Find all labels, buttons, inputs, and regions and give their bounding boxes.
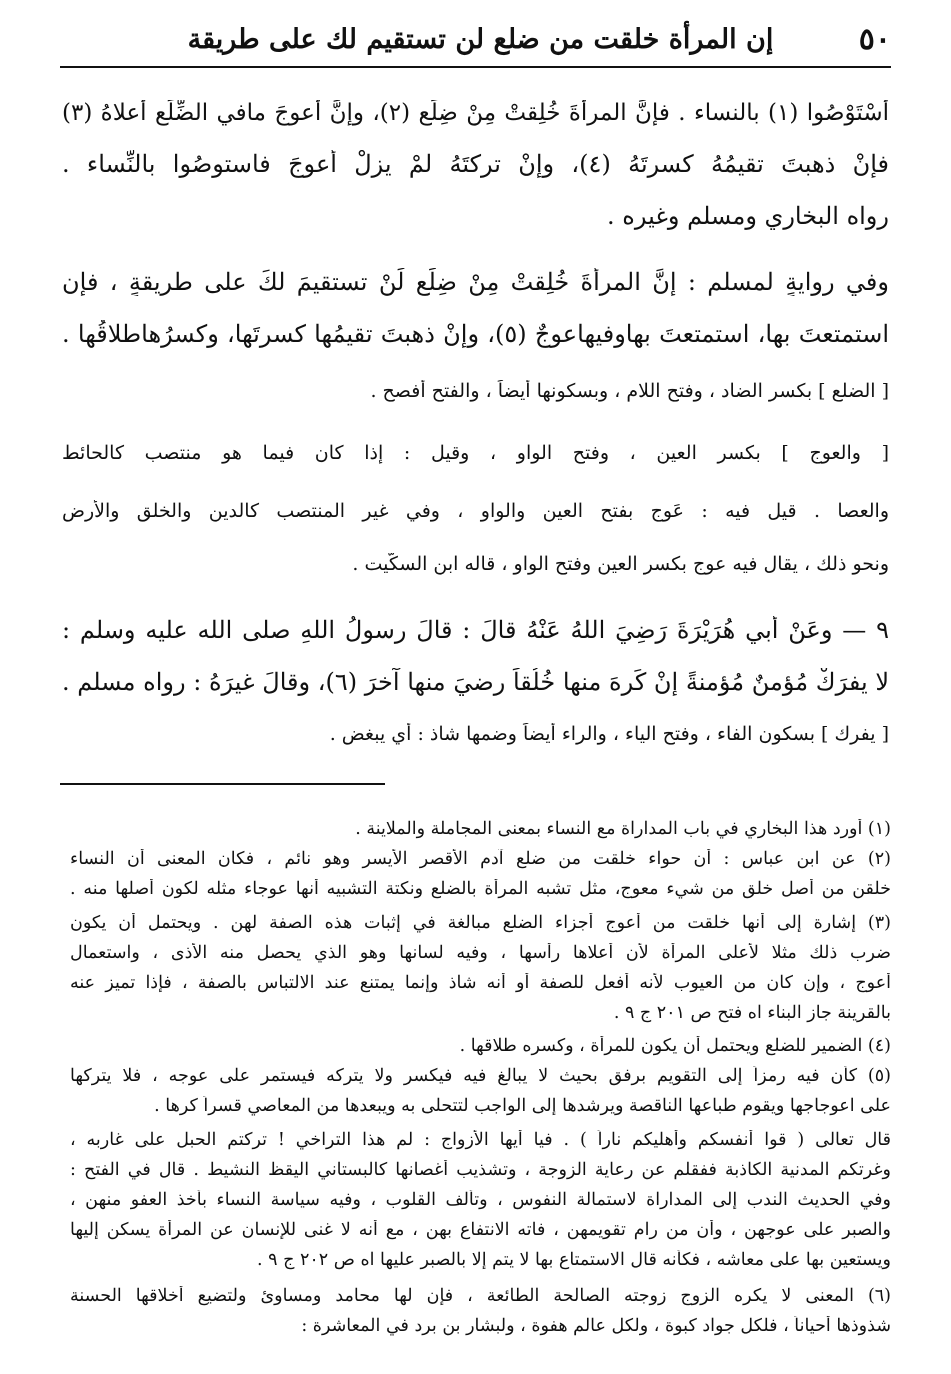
hadith-number-line: ٩ — وعَنْ أبي هُرَيْرَةَ رَضِيَ اللهُ عَنْهُ قالَ : قالَ رسولُ اللهِ صلى الله عليه وسلم :	[62, 616, 889, 644]
footnote-line: خلقن من أصل خلق من شيء معوج، مثل تشبه المرأة بالضلع ونكتة التشبيه أنها عوجاء مثله لكون أصلها منه .	[70, 879, 891, 899]
footnote-line: (٤) الضمير للضلع ويحتمل أن يكون للمرأة ، وكسره طلاقها .	[459, 1036, 891, 1056]
footnote-line: وغرتكم المدنية الكاذبة ففقلم عن رعاية الزوجة ، وتشذيب أغصانها كالبستاني اليقظ النشيط . قال في الفتح :	[70, 1160, 891, 1180]
page-number: ٥٠	[858, 22, 891, 57]
page-header	[60, 22, 891, 62]
body-line: [ الضلع ] بكسر الضاد ، وفتح اللام ، وبسكونها أيضاً ، والفتح أفصح .	[370, 380, 889, 402]
footnote-line: أعوج ، وإن كان من العيوب لأنه أفعل للصفة أو أنه شاذ وإنما يمتنع عند الالتباس بالصفة ، فإذا تميز عنه	[70, 973, 891, 993]
header-rule	[60, 66, 891, 68]
body-line: أَسْتَوْصُوا (١) بالنساء . فإنَّ المرأةَ خُلِقتْ مِنْ ضِلَعٍ (٢)، وإنَّ أعوجَ مافي الضِّلَعِ أعلاهُ (٣)	[62, 100, 889, 126]
footnote-line: ويستعين بها على معاشه ، فكأنه قال الاستمتاع بها لا يتم إلا بالصبر عليها اه ص ٢٠٢ ج ٩ .	[257, 1250, 891, 1270]
footnote-line: على اعوجاجها ويقوم طباعها الناقصة ويرشدها إلى الواجب لتتحلى به ويبعدها من المعاصي قسراً كرها .	[154, 1096, 891, 1116]
footnote-line: (١) أورد هذا البخاري في باب المداراة مع النساء بمعنى المجاملة والملاينة .	[355, 819, 891, 839]
running-title: إن المرأة خلقت من ضلع لن تستقيم لك على طريقة	[187, 24, 774, 55]
body-line: والعصا . قيل فيه : عَوج بفتح العين والواو ، وفي غير المنتصب كالدين والخلق والأرض	[62, 500, 889, 522]
body-line: [ والعوج ] بكسر العين ، وفتح الواو ، وقيل : إذا كان فيما هو منتصب كالحائط	[62, 442, 889, 464]
body-line: استمتعتَ بها، استمتعتَ بهاوفيهاعوجٌ (٥)، وإنْ ذهبتَ تقيمُها كسرتَها، وكسرُهاطلاقُها .	[62, 320, 889, 348]
footnote-line: قال تعالى ( قوا أنفسكم وأهليكم ناراً ) . فيا أيها الأزواج : لم هذا التراخي ! تركتم الحبل على غاربه ،	[70, 1130, 891, 1150]
footnote-line: بالقرينة جاز البناء اه فتح ص ٢٠١ ج ٩ .	[613, 1003, 891, 1023]
footnote-line: والصبر على عوجهن ، وأن من رام تقويمهن ، فاته الانتفاع بهن ، مع أنه لا غنى للإنسان عن المرأة يسكن إليها	[70, 1220, 891, 1240]
footnote-line: ضرب ذلك مثلا لأعلى المرأة لأن أعلاها رأسها ، وفيه لسانها وهو الذي يحصل منه الأذى ، واستعمال	[70, 943, 891, 963]
footnote-line: (٢) عن ابن عباس : أن حواء خلقت من ضلع آدم الأقصر الأيسر وهو نائم ، فكان المعنى أن النساء	[70, 849, 891, 869]
footnote-line: (٣) إشارة إلى أنها خلقت من أعوج أجزاء الضلع مبالغة في إثبات هذه الصفة لهن . ويحتمل أن يكون	[70, 913, 891, 933]
body-line: لا يفرَكْ مُؤمنٌ مُؤمنةً إنْ كَرِهَ منها خُلُقاً رضيَ منها آخرَ (٦)، وقالَ غيرَهُ : رواه مسلم .	[62, 668, 889, 696]
body-line: ونحو ذلك ، يقال فيه عوج بكسر العين وفتح الواو ، قاله ابن السكّيت .	[352, 553, 889, 575]
body-line: فإنْ ذهبتَ تقيمُهُ كسرتَهُ (٤)، وإنْ تركتَهُ لمْ يزلْ أعوجَ فاستوصُوا بالنِّساء .	[62, 150, 889, 178]
footnote-rule	[60, 783, 385, 785]
body-line: رواه البخاري ومسلم وغيره .	[607, 202, 889, 230]
body-line: وفي روايةٍ لمسلمٍ : إنَّ المرأةَ خُلِقتْ مِنْ ضِلَعٍ لَنْ تستقيمَ لكَ على طريقةٍ ، فإنِ	[62, 268, 889, 296]
footnote-line: شذوذها أحياناً ، فلكل جواد كبوة ، ولكل عالم هفوة ، ولبشار بن برد في المعاشرة :	[301, 1316, 891, 1336]
footnote-line: وفي الحديث الندب إلى المداراة لاستمالة النفوس ، وتألف القلوب ، وفيه سياسة النساء بأخذ العفو منهن ،	[70, 1190, 891, 1210]
footnote-line: (٥) كأن فيه رمزاً إلى التقويم برفق بحيث لا يبالغ فيه فيكسر ولا يتركه فيستمر على عوجه ، فلا يتركها	[70, 1066, 891, 1086]
body-line: [ يفرك ] بسكون الفاء ، وفتح الياء ، والراء أيضاً وضمها شاذ : أي يبغض .	[329, 723, 889, 745]
footnote-line: (٦) المعنى لا يكره الزوج زوجته الصالحة الطائعة ، فإن لها محامد ومساوئ ولتضيع أخلاقها الحسنة	[70, 1286, 891, 1306]
